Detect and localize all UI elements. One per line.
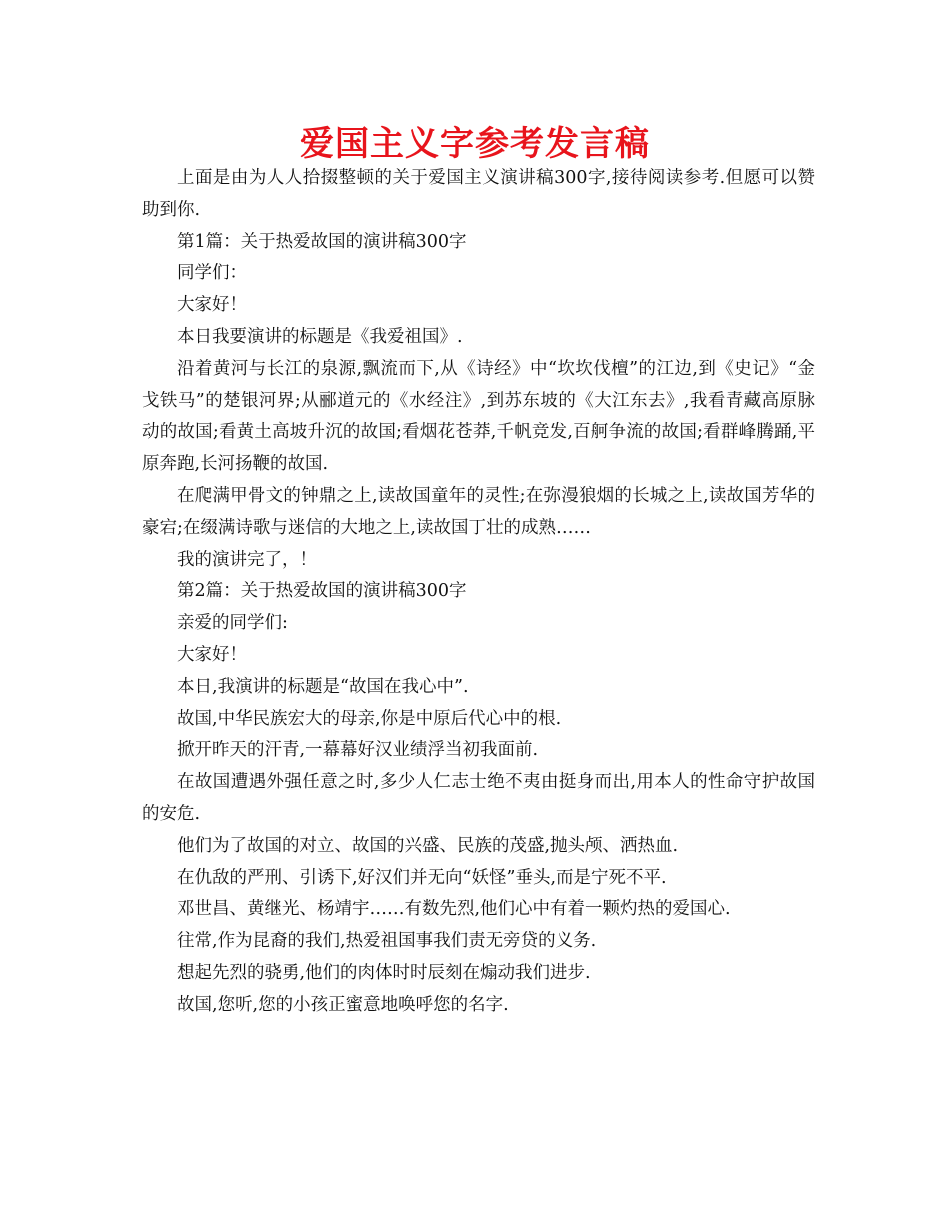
paragraph: 在仇敌的严刑、引诱下,好汉们并无向“妖怪”垂头,而是宁死不平. [177,867,667,888]
paragraph: 想起先烈的骁勇,他们的肉体时时辰刻在煽动我们进步. [177,962,591,983]
paragraph: 上面是由为人人拾掇整顿的关于爱国主义演讲稿300字,接待阅读参考.但愿可以赞助到你. [142,168,815,220]
paragraph: 亲爱的同学们: [177,613,288,634]
paragraph: 邓世昌、黄继光、杨靖宇……有数先烈,他们心中有着一颗灼热的爱国心. [177,899,731,920]
paragraph: 掀开昨天的汗青,一幕幕好汉业绩浮当初我面前. [177,740,539,761]
paragraph: 故国,您听,您的小孩正蜜意地唤呼您的名字. [177,994,509,1015]
paragraph: 沿着黄河与长江的泉源,飘流而下,从《诗经》中“坎坎伐檀”的江边,到《史记》“金戈铁马”的楚银河界;从郦道元的《水经注》,到苏东坡的《大江东去》,我看青藏高原脉动的故国;看黄土高坡升沉的故国;看烟花苍莽,千帆竞发,百舸争流的故国;看群峰腾踊,平原奔跑,长河扬鞭的故国. [142,358,815,475]
paragraph: 故国,中华民族宏大的母亲,你是中原后代心中的根. [177,708,562,729]
paragraph: 大家好！ [177,295,247,316]
paragraph: 往常,作为昆裔的我们,热爱祖国事我们责无旁贷的义务. [177,931,597,952]
paragraph: 他们为了故国的对立、故国的兴盛、民族的茂盛,抛头颅、洒热血. [177,835,679,856]
paragraph: 在爬满甲骨文的钟鼎之上,读故国童年的灵性;在弥漫狼烟的长城之上,读故国芳华的豪宕;在缀满诗歌与迷信的大地之上,读故国丁壮的成熟…… [142,485,815,538]
paragraph: 第1篇：关于热爱故国的演讲稿300字 [177,231,467,252]
page-title: 爱国主义字参考发言稿 [300,124,650,164]
paragraph: 同学们： [177,263,247,284]
paragraph: 在故国遭遇外强任意之时,多少人仁志士绝不夷由挺身而出,用本人的性命守护故国的安危. [142,772,815,824]
paragraph: 第2篇：关于热爱故国的演讲稿300字 [177,581,467,602]
paragraph: 我的演讲完了，！ [177,549,317,570]
document-body [142,163,815,1022]
paragraph: 本日,我演讲的标题是“故国在我心中”. [177,676,469,697]
paragraph: 大家好！ [177,644,247,665]
paragraph: 本日我要演讲的标题是《我爱祖国》. [177,326,463,347]
